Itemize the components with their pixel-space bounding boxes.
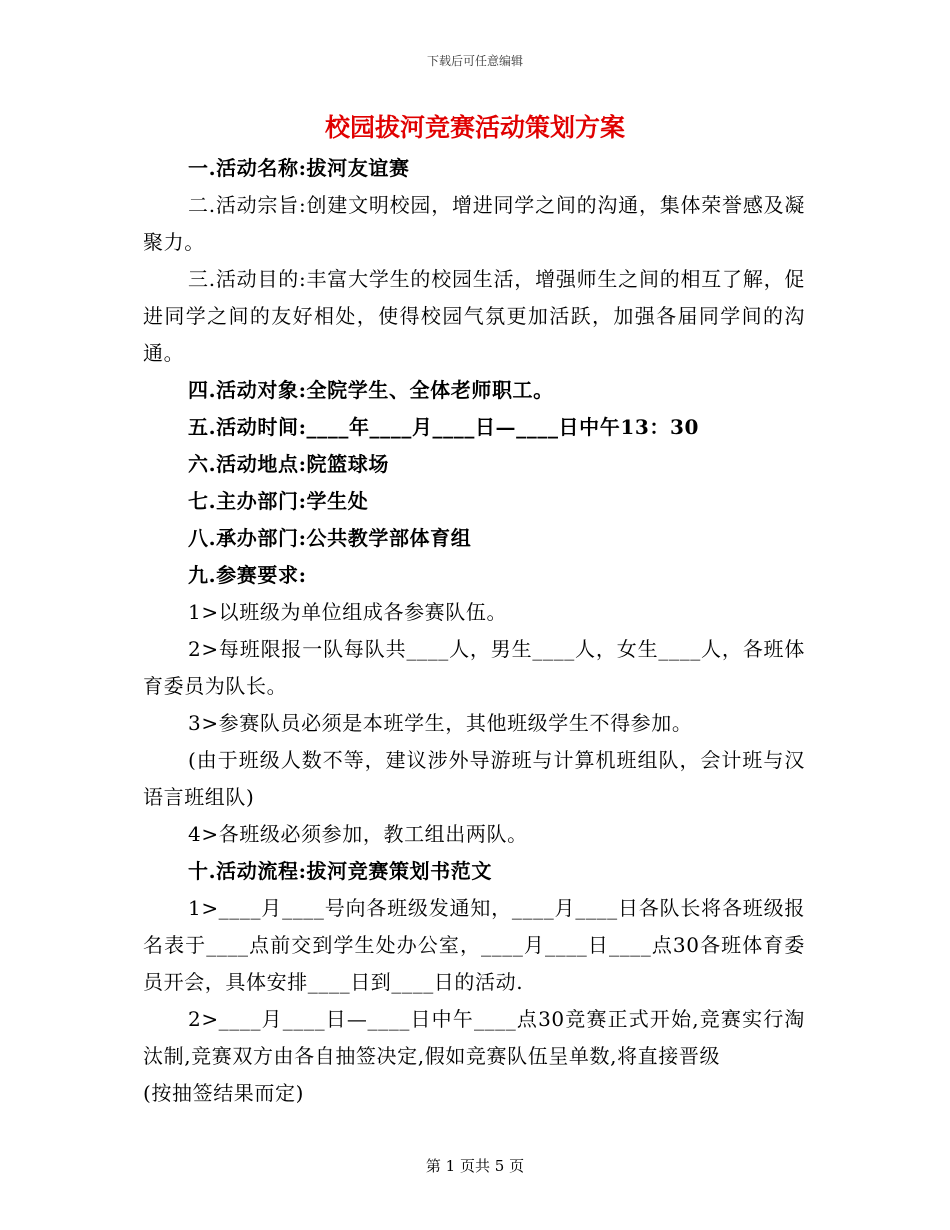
paragraph: 二.活动宗旨:创建文明校园，增进同学之间的沟通，集体荣誉感及凝聚力。 xyxy=(143,193,805,254)
paragraph: 六.活动地点:院篮球场 xyxy=(188,452,389,476)
document-body xyxy=(143,150,805,1112)
paragraph: 3>参赛队员必须是本班学生，其他班级学生不得参加。 xyxy=(188,711,693,735)
paragraph: (按抽签结果而定) xyxy=(143,1081,305,1105)
paragraph: 1>____月____号向各班级发通知，____月____日各队长将各班级报名表于____点前交到学生处办公室，____月____日____点30各班体育委员开会，具体安排____日到____日的活动. xyxy=(143,896,805,994)
paragraph: 五.活动时间:____年____月____日—____日中午13：30 xyxy=(188,415,700,439)
paragraph: 七.主办部门:学生处 xyxy=(188,489,369,513)
header-note: 下载后可任意编辑 xyxy=(426,54,523,68)
paragraph: (由于班级人数不等，建议涉外导游班与计算机班组队，会计班与汉语言班组队) xyxy=(143,748,805,809)
document-title: 校园拔河竞赛活动策划方案 xyxy=(324,113,625,142)
paragraph: 八.承办部门:公共教学部体育组 xyxy=(188,526,472,550)
paragraph: 1>以班级为单位组成各参赛队伍。 xyxy=(188,600,508,624)
paragraph: 2>____月____日—____日中午____点30竞赛正式开始,竞赛实行淘汰制,竞赛双方由各自抽签决定,假如竞赛队伍呈单数,将直接晋级 xyxy=(143,1007,805,1068)
paragraph: 2>每班限报一队每队共____人，男生____人，女生____人，各班体育委员为队长。 xyxy=(143,637,805,698)
paragraph: 四.活动对象:全院学生、全体老师职工。 xyxy=(188,378,554,402)
page-footer: 第 1 页共 5 页 xyxy=(425,1157,525,1175)
paragraph: 一.活动名称:拔河友谊赛 xyxy=(188,156,410,180)
paragraph: 九.参赛要求: xyxy=(188,563,307,587)
paragraph: 三.活动目的:丰富大学生的校园生活，增强师生之间的相互了解，促进同学之间的友好相处，使得校园气氛更加活跃，加强各届同学间的沟通。 xyxy=(143,267,805,365)
paragraph: 十.活动流程:拔河竞赛策划书范文 xyxy=(188,859,492,883)
paragraph: 4>各班级必须参加，教工组出两队。 xyxy=(188,822,528,846)
